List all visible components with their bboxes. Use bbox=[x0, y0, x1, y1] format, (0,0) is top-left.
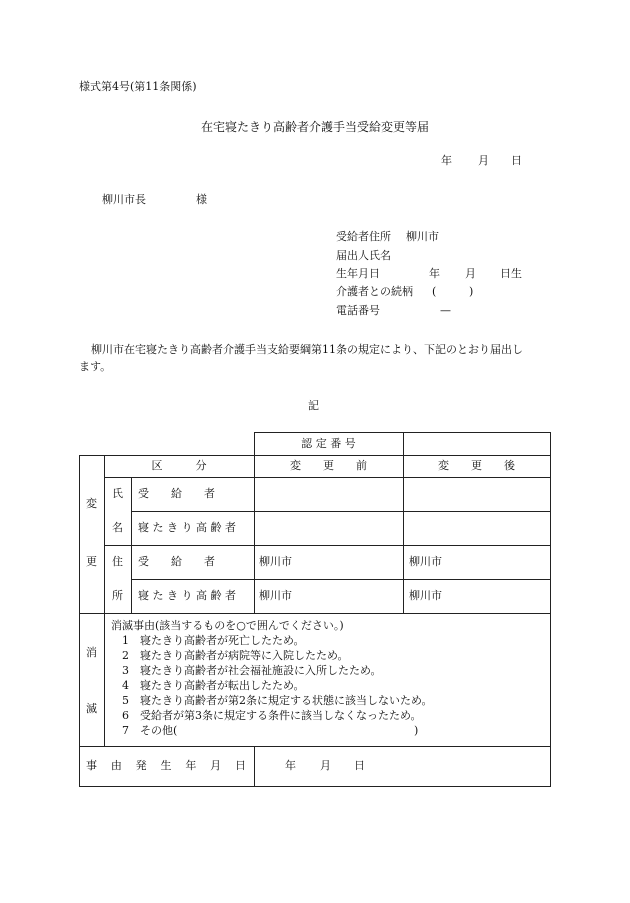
change-label-1: 変 bbox=[86, 497, 97, 510]
table-line bbox=[104, 477, 551, 478]
occurrence-char: 発 bbox=[135, 759, 147, 772]
cancel-header: 消滅事由(該当するものを○で囲んでください。) bbox=[111, 619, 344, 632]
cancel-label-2: 滅 bbox=[86, 702, 97, 715]
cancel-reason: 4 寝たきり高齢者が転出したため。 bbox=[122, 679, 305, 692]
name-label-2: 名 bbox=[112, 521, 123, 534]
date-year: 年 bbox=[441, 154, 452, 167]
occurrence-day: 日 bbox=[354, 759, 365, 772]
address-row-label-2: 所 bbox=[112, 589, 123, 602]
cert-number-label: 認 定 番 号 bbox=[301, 437, 356, 450]
other-close-paren: ) bbox=[414, 724, 419, 737]
table-line bbox=[550, 432, 551, 786]
ki-label: 記 bbox=[308, 399, 319, 412]
birth-day-suffix: 日生 bbox=[500, 267, 522, 280]
table-line bbox=[131, 477, 132, 613]
occurrence-month: 月 bbox=[320, 759, 331, 772]
occurrence-year: 年 bbox=[285, 759, 296, 772]
birth-month: 月 bbox=[465, 267, 476, 280]
cancel-reason: 6 受給者が第3条に規定する条件に該当しなくなったため。 bbox=[122, 709, 422, 722]
table-line bbox=[79, 746, 551, 747]
date-day: 日 bbox=[511, 154, 522, 167]
category-header: 区 分 bbox=[151, 459, 207, 472]
occurrence-char: 年 bbox=[185, 759, 197, 772]
bedridden-name-label: 寝 た き り 高 齢 者 bbox=[138, 521, 236, 534]
address-label: 受給者住所 bbox=[336, 230, 391, 243]
address-row-label-1: 住 bbox=[112, 555, 123, 568]
cancel-reason: 5 寝たきり高齢者が第2条に規定する状態に該当しないため。 bbox=[122, 694, 433, 707]
addressee-name: 柳川市長 bbox=[102, 193, 146, 206]
occurrence-label bbox=[86, 759, 246, 773]
recipient-name-label: 受 給 者 bbox=[138, 487, 215, 500]
page-title: 在宅寝たきり高齢者介護手当受給変更等届 bbox=[201, 120, 430, 134]
relation-open: ( bbox=[432, 285, 437, 298]
occurrence-char: 生 bbox=[160, 759, 172, 772]
after-header: 変 更 後 bbox=[438, 459, 515, 472]
phone-label: 電話番号 bbox=[336, 304, 380, 317]
address-value: 柳川市 bbox=[406, 230, 439, 243]
table-line bbox=[254, 746, 255, 786]
recipient-address-label: 受 給 者 bbox=[138, 555, 215, 568]
cancel-reason: 2 寝たきり高齢者が病院等に入院したため。 bbox=[122, 649, 349, 662]
cancel-label-1: 消 bbox=[86, 646, 97, 659]
form-number: 様式第4号(第11条関係) bbox=[79, 80, 197, 93]
table-line bbox=[79, 613, 551, 614]
bedridden-address-before: 柳川市 bbox=[259, 589, 292, 602]
occurrence-char: 日 bbox=[234, 759, 246, 772]
table-line bbox=[131, 579, 551, 580]
change-label-2: 更 bbox=[86, 555, 97, 568]
table-line bbox=[79, 455, 551, 456]
birth-label: 生年月日 bbox=[336, 267, 380, 280]
before-header: 変 更 前 bbox=[290, 459, 367, 472]
cancel-reason: 1 寝たきり高齢者が死亡したため。 bbox=[122, 634, 305, 647]
name-label-1: 氏 bbox=[112, 487, 123, 500]
bedridden-address-label: 寝 た き り 高 齢 者 bbox=[138, 589, 236, 602]
bedridden-address-after: 柳川市 bbox=[409, 589, 442, 602]
occurrence-char: 月 bbox=[210, 759, 222, 772]
table-line bbox=[131, 511, 551, 512]
birth-year: 年 bbox=[429, 267, 440, 280]
recipient-address-before: 柳川市 bbox=[259, 555, 292, 568]
table-line bbox=[104, 545, 551, 546]
table-line bbox=[79, 786, 551, 787]
occurrence-char: 由 bbox=[110, 759, 122, 772]
relation-close: ) bbox=[469, 285, 474, 298]
date-month: 月 bbox=[478, 154, 489, 167]
body-text: 柳川市在宅寝たきり高齢者介護手当支給要綱第11条の規定により、下記のとおり届出し bbox=[91, 343, 523, 356]
recipient-address-after: 柳川市 bbox=[409, 555, 442, 568]
addressee-honorific: 様 bbox=[196, 193, 207, 206]
relation-label: 介護者との続柄 bbox=[336, 285, 413, 298]
occurrence-char: 事 bbox=[86, 759, 97, 772]
cancel-reason: 7 その他( bbox=[122, 724, 178, 737]
cancel-reason: 3 寝たきり高齢者が社会福祉施設に入所したため。 bbox=[122, 664, 382, 677]
phone-dash: — bbox=[440, 304, 451, 317]
name-label: 届出人氏名 bbox=[336, 249, 391, 262]
body-text-2: ます。 bbox=[79, 360, 112, 373]
